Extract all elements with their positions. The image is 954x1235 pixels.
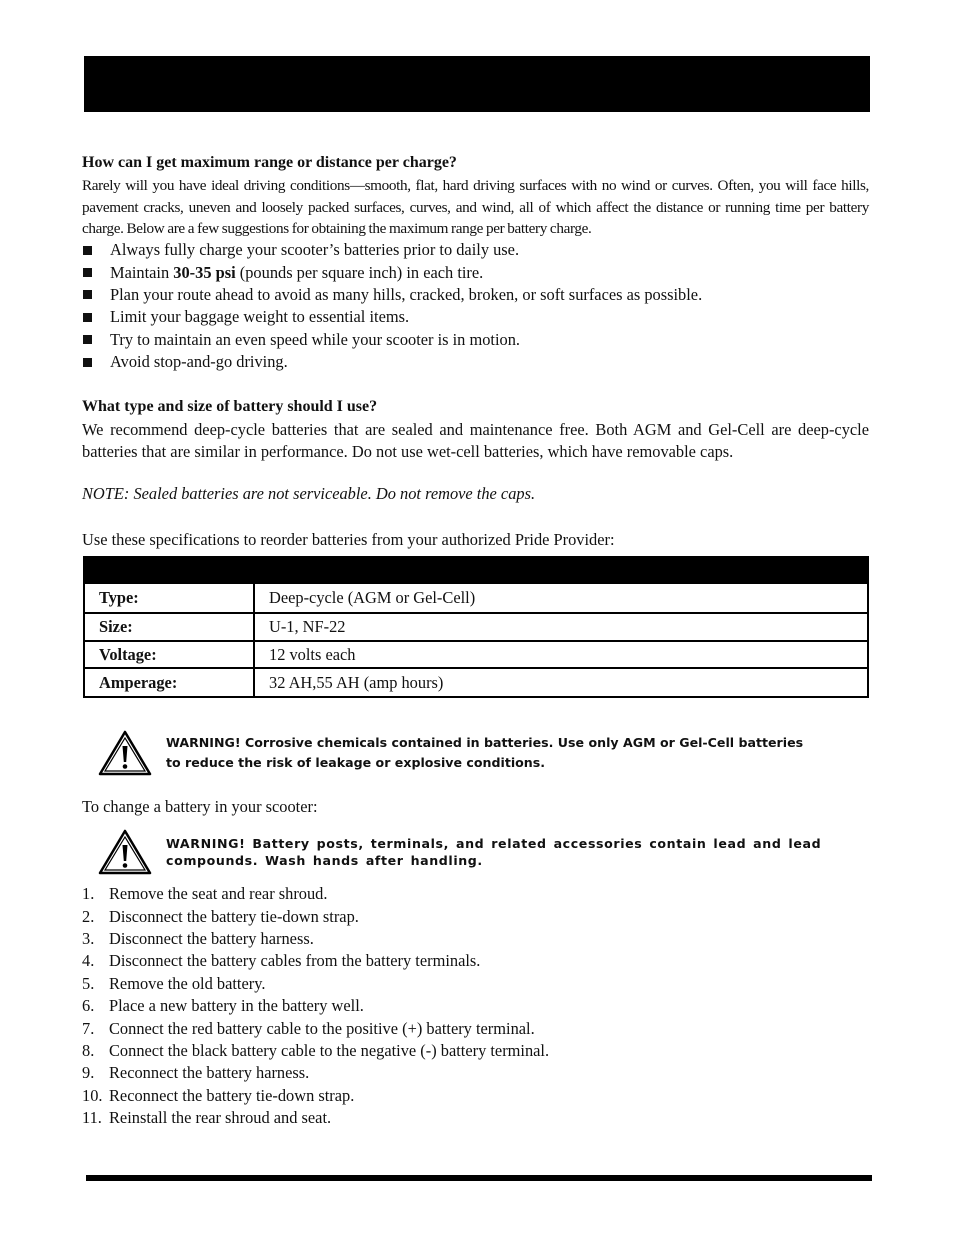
table-row [84, 641, 868, 668]
table-row [84, 668, 868, 697]
list-item: 5. Remove the old battery. [82, 973, 266, 993]
table-header-bar [84, 557, 868, 583]
table-row [84, 583, 868, 613]
spec-intro: Use these specifications to reorder batteries from your authorized Pride Provider: [82, 530, 615, 549]
bullet-square-icon [83, 246, 92, 255]
bullet-square-icon [83, 268, 92, 277]
bullet-square-icon [83, 358, 92, 367]
warning-triangle-icon [98, 828, 152, 876]
battery-change-steps [82, 883, 549, 1129]
spec-value: 12 volts each [254, 641, 868, 668]
list-item: 10. Reconnect the battery tie-down strap. [82, 1085, 355, 1105]
table-row [84, 613, 868, 641]
list-item: 1. Remove the seat and rear shroud. [82, 884, 328, 904]
list-item: Try to maintain an even speed while your scooter is in motion. [82, 329, 702, 351]
spec-label: Amperage: [84, 668, 254, 697]
range-paragraph: Rarely will you have ideal driving conditions—smooth, flat, hard driving surfaces with no wind or curves. Often, you will face hills, pavement cracks, uneven and loosely packed surfaces, curves, and wind, all of which affect the distance or running time per battery charge. Below are a few suggestions for obtaining the maximum range per battery charge. [82, 177, 869, 237]
list-item: Limit your baggage weight to essential items. [82, 306, 702, 328]
list-item: 11. Reinstall the rear shroud and seat. [82, 1108, 332, 1128]
lead-warning [98, 828, 821, 876]
spec-label: Voltage: [84, 641, 254, 668]
range-heading: How can I get maximum range or distance per charge? [82, 154, 457, 171]
list-item: Maintain 30-35 psi (pounds per square inch) in each tire. [82, 261, 702, 283]
battery-type-heading: What type and size of battery should I use? [82, 398, 378, 415]
list-item: 2. Disconnect the battery tie-down strap. [82, 906, 359, 926]
list-item: Always fully charge your scooter’s batteries prior to daily use. [82, 239, 702, 261]
warning-text: WARNING! Battery posts, terminals, and related accessories contain lead and lead compounds. Wash hands after handling. [166, 836, 822, 868]
list-item: Avoid stop-and-go driving. [82, 351, 702, 373]
bullet-square-icon [83, 313, 92, 322]
list-item: 7. Connect the red battery cable to the positive (+) battery terminal. [82, 1018, 535, 1038]
battery-type-paragraph: We recommend deep-cycle batteries that are sealed and maintenance free. Both AGM and Gel-Cell are deep-cycle batteries that are similar in performance. Do not use wet-cell batteries, which have removable caps. [82, 420, 869, 461]
sealed-note: NOTE: Sealed batteries are not serviceable. Do not remove the caps. [82, 484, 536, 503]
list-item: 4. Disconnect the battery cables from the battery terminals. [82, 951, 481, 971]
bullet-square-icon [83, 290, 92, 299]
spec-value: 32 AH,55 AH (amp hours) [254, 668, 868, 697]
range-tips-list [82, 239, 702, 373]
corrosive-warning [98, 729, 803, 777]
spec-value: Deep-cycle (AGM or Gel-Cell) [254, 583, 868, 613]
warning-text: WARNING! Corrosive chemicals contained in batteries. Use only AGM or Gel-Cell batteries to reduce the risk of leakage or explosive conditions. [166, 735, 804, 770]
list-item: 8. Connect the black battery cable to the negative (-) battery terminal. [82, 1040, 550, 1060]
battery-spec-table [83, 556, 869, 698]
bullet-square-icon [83, 335, 92, 344]
list-item: Plan your route ahead to avoid as many hills, cracked, broken, or soft surfaces as possible. [82, 284, 702, 306]
warning-triangle-icon [98, 729, 152, 777]
footer-rule [86, 1175, 872, 1181]
header-bar [84, 56, 870, 112]
spec-label: Type: [84, 583, 254, 613]
list-item: 6. Place a new battery in the battery well. [82, 996, 364, 1016]
spec-value: U-1, NF-22 [254, 613, 868, 641]
change-battery-intro: To change a battery in your scooter: [82, 797, 318, 816]
list-item: 3. Disconnect the battery harness. [82, 928, 314, 948]
list-item: 9. Reconnect the battery harness. [82, 1063, 310, 1083]
spec-label: Size: [84, 613, 254, 641]
